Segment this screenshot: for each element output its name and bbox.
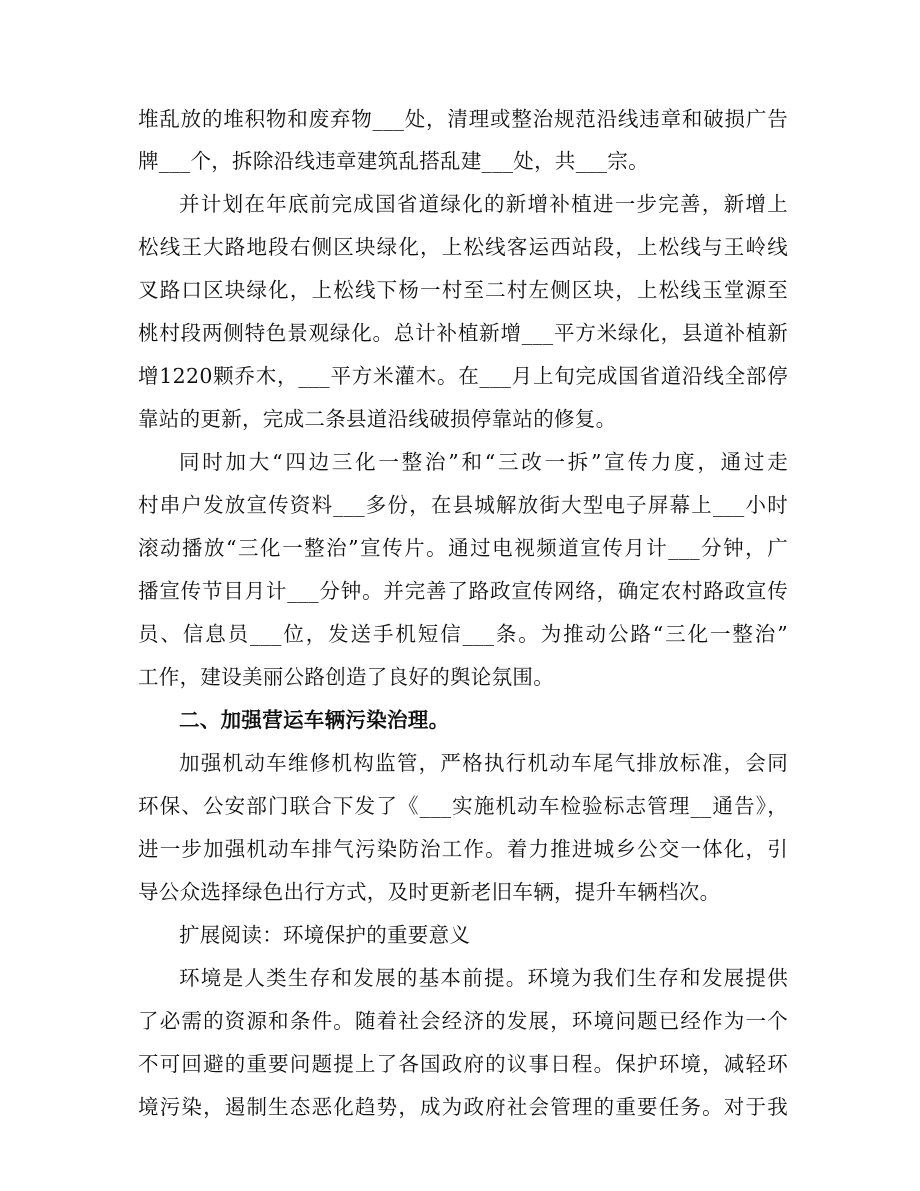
paragraph-2-line-1: 并计划在年底前完成国省道绿化的新增补植进一步完善，新增上 bbox=[179, 192, 788, 216]
paragraph-4-line-1: 加强机动车维修机构监管，严格执行机动车尾气排放标准，会同 bbox=[179, 751, 788, 775]
paragraph-5-line-2: 了必需的资源和条件。随着社会经济的发展，环境问题已经作为一个 bbox=[138, 1009, 788, 1033]
paragraph-5-line-3: 不可回避的重要问题提上了各国政府的议事日程。保护环境，减轻环 bbox=[138, 1052, 788, 1076]
paragraph-4-line-3: 进一步加强机动车排气污染防治工作。着力推进城乡公交一体化，引 bbox=[138, 837, 788, 861]
paragraph-2-line-6: 靠站的更新，完成二条县道沿线破损停靠站的修复。 bbox=[138, 407, 617, 431]
paragraph-2-line-2: 松线王大路地段右侧区块绿化，上松线客运西站段，上松线与王岭线 bbox=[138, 235, 788, 259]
paragraph-5-line-4: 境污染，遏制生态恶化趋势，成为政府社会管理的重要任务。对于我 bbox=[138, 1095, 788, 1119]
paragraph-1-line-1: 堆乱放的堆积物和废弃物___处，清理或整治规范沿线违章和破损广告 bbox=[138, 107, 788, 131]
paragraph-2-line-4: 桃村段两侧特色景观绿化。总计补植新增___平方米绿化，县道补植新 bbox=[138, 321, 788, 345]
paragraph-2-line-3: 叉路口区块绿化，上松线下杨一村至二村左侧区块，上松线玉堂源至 bbox=[138, 278, 788, 302]
paragraph-4-line-2: 环保、公安部门联合下发了《___实施机动车检验标志管理__通告》， bbox=[138, 794, 788, 818]
paragraph-3-line-4: 播宣传节目月计___分钟。并完善了路政宣传网络，确定农村路政宣传 bbox=[138, 579, 788, 603]
paragraph-3-line-5: 员、信息员___位，发送手机短信___条。为推动公路“三化一整治” bbox=[138, 622, 788, 646]
paragraph-3-line-6: 工作，建设美丽公路创造了良好的舆论氛围。 bbox=[138, 665, 554, 689]
paragraph-4-line-4: 导公众选择绿色出行方式，及时更新老旧车辆，提升车辆档次。 bbox=[138, 880, 721, 904]
paragraph-3-line-1: 同时加大“四边三化一整治”和“三改一拆”宣传力度，通过走 bbox=[179, 450, 788, 474]
paragraph-1-line-2: 牌___个，拆除沿线违章建筑乱搭乱建___处，共___宗。 bbox=[138, 149, 649, 173]
section-heading: 二、加强营运车辆污染治理。 bbox=[179, 708, 450, 732]
paragraph-3-line-3: 滚动播放“三化一整治”宣传片。通过电视频道宣传月计___分钟，广 bbox=[138, 536, 788, 560]
paragraph-5-line-1: 环境是人类生存和发展的基本前提。环境为我们生存和发展提供 bbox=[179, 966, 788, 990]
extended-reading-title: 扩展阅读：环境保护的重要意义 bbox=[179, 923, 471, 947]
paragraph-2-line-5: 增1220颗乔木，___平方米灌木。在___月上旬完成国省道沿线全部停 bbox=[138, 364, 788, 388]
paragraph-3-line-2: 村串户发放宣传资料___多份，在县城解放街大型电子屏幕上___小时 bbox=[138, 493, 788, 517]
